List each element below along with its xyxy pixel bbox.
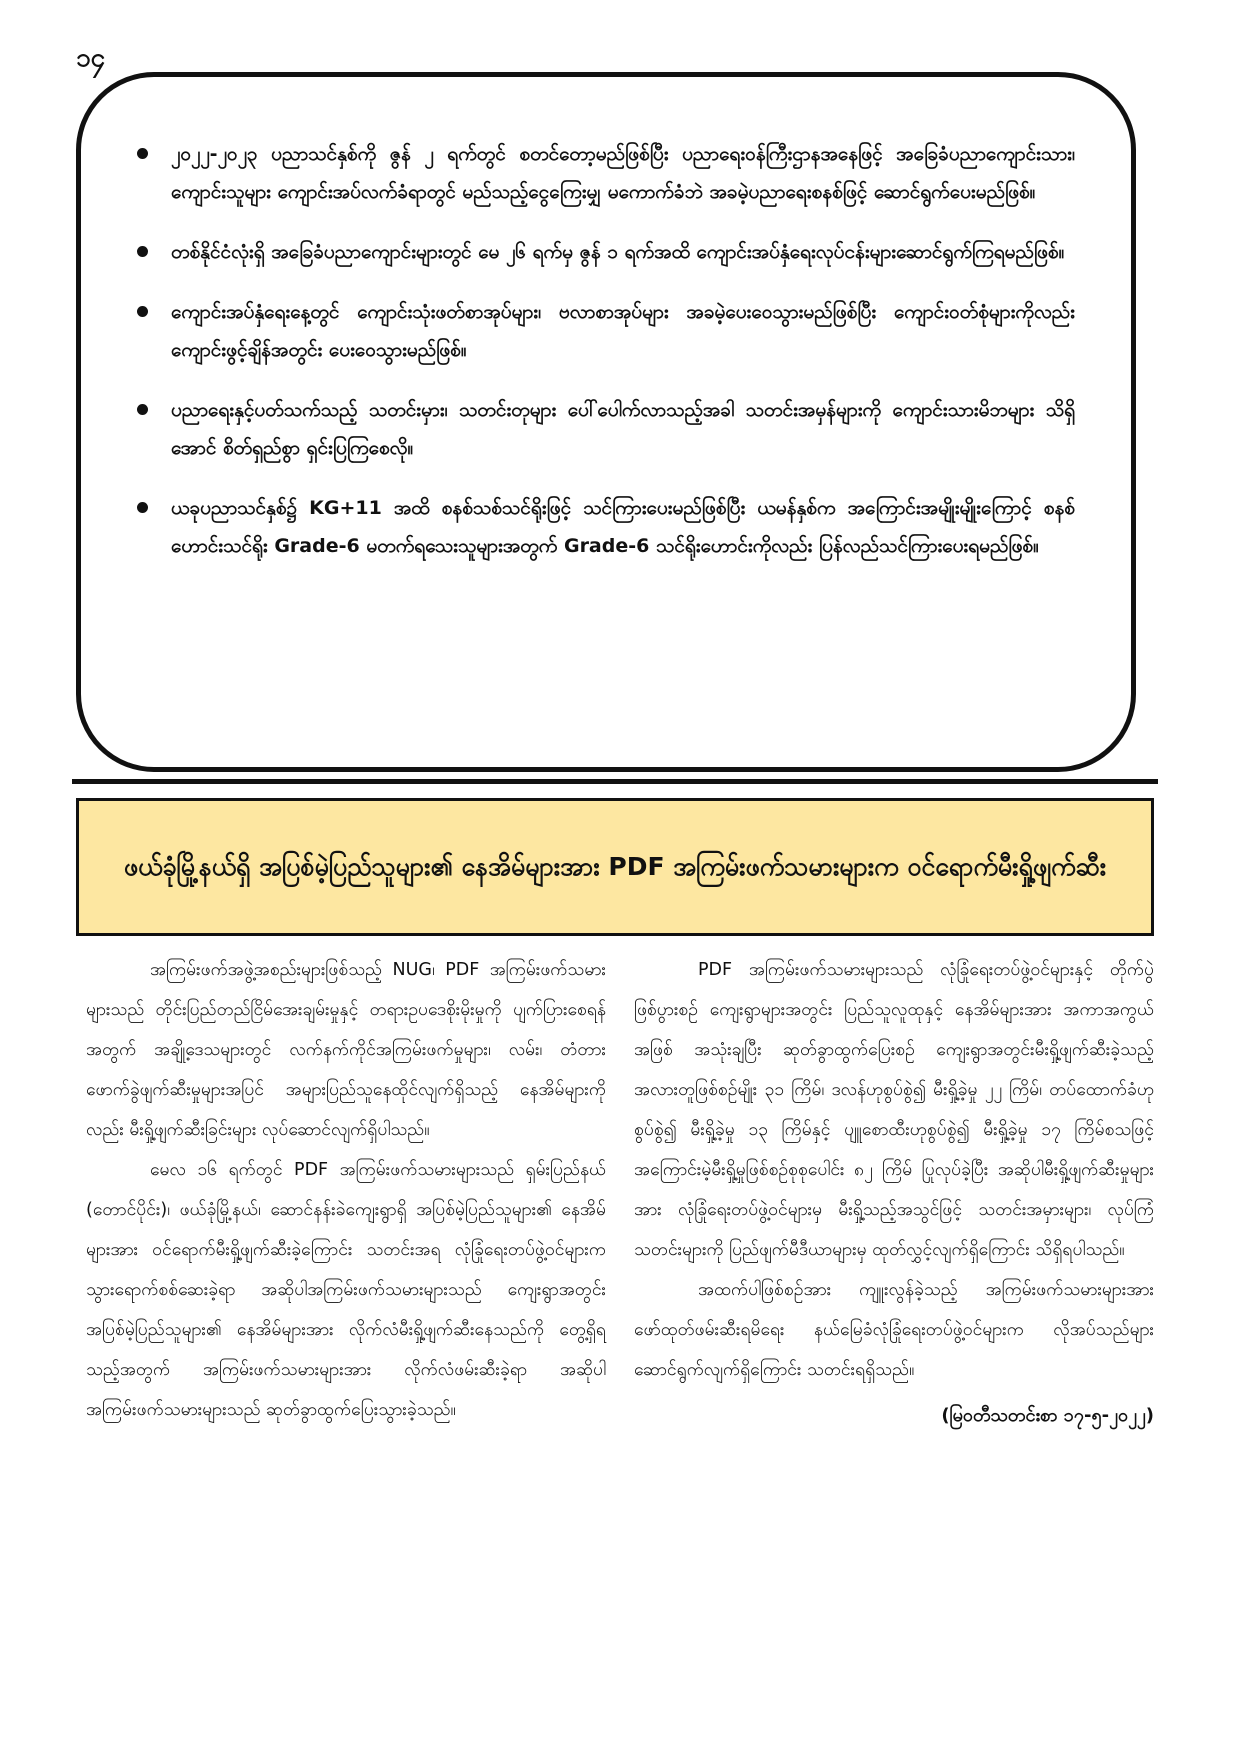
article-source: (မြဝတီသတင်းစာ ၁၇-၅-၂၀၂၂) [941, 1405, 1154, 1426]
bullet-list [137, 135, 1075, 565]
bullet-dot-icon [137, 306, 148, 317]
bullet-text: တစ်နိုင်ငံလုံးရှိ အခြေခံပညာကျောင်းများတွင် မေ ၂၆ ရက်မှ ဇွန် ၁ ရက်အထိ ကျောင်းအပ်နှံရေးလုပ်ငန်းများဆောင်ရွက်ကြရမည်ဖြစ်။ [171, 241, 1065, 263]
bullet-text: ယခုပညာသင်နှစ်၌ KG+11 အထိ စနစ်သစ်သင်ရိုးဖြင့် သင်ကြားပေးမည်ဖြစ်ပြီး ယမန်နှစ်က အကြောင်းအမျိုးမျိုးကြောင့် စနစ်ဟောင်းသင်ရိုး Grade-6 မတက်ရသေးသူများအတွက် Grade-6 သင်ရိုးဟောင်းကိုလည်း ပြန်လည်သင်ကြားပေးရမည်ဖြစ်။ [171, 497, 1075, 557]
bullet-item [137, 293, 1075, 369]
headline-box [76, 798, 1154, 936]
left-column [86, 950, 606, 1436]
article-paragraph: အထက်ပါဖြစ်စဉ်အား ကျူးလွန်ခဲ့သည့် အကြမ်းဖက်သမားများအား ဖော်ထုတ်ဖမ်းဆီးရမိရေး နယ်မြေခံလုံခြုံရေးတပ်ဖွဲ့ဝင်များက လိုအပ်သည်များ ဆောင်ရွက်လျက်ရှိကြောင်း သတင်းရရှိသည်။ [634, 1280, 1154, 1380]
bullet-text: ၂၀၂၂-၂၀၂၃ ပညာသင်နှစ်ကို ဇွန် ၂ ရက်တွင် စတင်တော့မည်ဖြစ်ပြီး ပညာရေးဝန်ကြီးဌာနအနေဖြင့် အခြေခံပညာကျောင်းသား၊ ကျောင်းသူများ ကျောင်းအပ်လက်ခံရာတွင် မည်သည့်ငွေကြေးမျှ မကောက်ခံဘဲ အခမဲ့ပညာရေးစနစ်ဖြင့် ဆောင်ရွက်ပေးမည်ဖြစ်။ [171, 143, 1075, 203]
article-headline: ဖယ်ခုံမြို့နယ်ရှိ အပြစ်မဲ့ပြည်သူများ၏ နေအိမ်များအား PDF အကြမ်းဖက်သမားများက ဝင်ရောက်မီးရှို့ဖျက်ဆီး [123, 852, 1107, 881]
article-body [86, 950, 1154, 1436]
notice-box [76, 72, 1136, 772]
right-column [634, 950, 1154, 1436]
article-paragraph: အကြမ်းဖက်အဖွဲ့အစည်းများဖြစ်သည့် NUG၊ PDF အကြမ်းဖက်သမားများသည် တိုင်းပြည်တည်ငြိမ်အေးချမ်းမှုနှင့် တရားဥပဒေစိုးမိုးမှုကို ပျက်ပြားစေရန်အတွက် အချို့ဒေသများတွင် လက်နက်ကိုင်အကြမ်းဖက်မှုများ၊ လမ်း၊ တံတား ဖောက်ခွဲဖျက်ဆီးမှုများအပြင် အများပြည်သူနေထိုင်လျက်ရှိသည့် နေအိမ်များကိုလည်း မီးရှို့ဖျက်ဆီးခြင်းများ လုပ်ဆောင်လျက်ရှိပါသည်။ [86, 960, 606, 1140]
bullet-text: ကျောင်းအပ်နှံရေးနေ့တွင် ကျောင်းသုံးဖတ်စာအုပ်များ၊ ဗလာစာအုပ်များ အခမဲ့ပေးဝေသွားမည်ဖြစ်ပြီး ကျောင်းဝတ်စုံများကိုလည်း ကျောင်းဖွင့်ချိန်အတွင်း ပေးဝေသွားမည်ဖြစ်။ [171, 301, 1075, 361]
bullet-dot-icon [137, 246, 148, 257]
bullet-dot-icon [137, 502, 148, 513]
section-divider [72, 779, 1158, 784]
bullet-text: ပညာရေးနှင့်ပတ်သက်သည့် သတင်းမှား၊ သတင်းတုများ ပေါ်ပေါက်လာသည့်အခါ သတင်းအမှန်များကို ကျောင်းသားမိဘများ သိရှိအောင် စိတ်ရှည်စွာ ရှင်းပြကြစေလို။ [171, 399, 1075, 459]
page-number: ၁၄ [76, 43, 106, 73]
bullet-dot-icon [137, 148, 148, 159]
bullet-item [137, 489, 1075, 565]
article-paragraph: PDF အကြမ်းဖက်သမားများသည် လုံခြုံရေးတပ်ဖွဲ့ဝင်များနှင့် တိုက်ပွဲဖြစ်ပွားစဉ် ကျေးရွာများအတွင်း ပြည်သူလူထုနှင့် နေအိမ်များအား အကာအကွယ်အဖြစ် အသုံးချပြီး ဆုတ်ခွာထွက်ပြေးစဉ် ကျေးရွာအတွင်းမီးရှို့ဖျက်ဆီးခဲ့သည့် အလားတူဖြစ်စဉ်မျိုး ၃၁ ကြိမ်၊ ဒလန်ဟုစွပ်စွဲ၍ မီးရှို့ခဲ့မှု ၂၂ ကြိမ်၊ တပ်ထောက်ခံဟုစွပ်စွဲ၍ မီးရှို့ခဲ့မှု ၁၃ ကြိမ်နှင့် ပျူစောထီးဟုစွပ်စွဲ၍ မီးရှို့ခဲ့မှု ၁၇ ကြိမ်စသဖြင့် အကြောင်းမဲ့မီးရှို့မှုဖြစ်စဉ်စုစုပေါင်း ၈၂ ကြိမ် ပြုလုပ်ခဲ့ပြီး အဆိုပါမီးရှို့ဖျက်ဆီးမှုများအား လုံခြုံရေးတပ်ဖွဲ့ဝင်များမှ မီးရှို့သည့်အသွင်ဖြင့် သတင်းအမှားများ၊ လုပ်ကြံသတင်းများကို ပြည်ဖျက်မီဒီယာများမှ ထုတ်လွှင့်လျက်ရှိကြောင်း သိရှိရပါသည်။ [634, 960, 1154, 1260]
bullet-item [137, 233, 1075, 271]
article-paragraph: မေလ ၁၆ ရက်တွင် PDF အကြမ်းဖက်သမားများသည် ရှမ်းပြည်နယ် (တောင်ပိုင်း)၊ ဖယ်ခုံမြို့နယ်၊ ဆောင်နန်းခဲကျေးရွာရှိ အပြစ်မဲ့ပြည်သူများ၏ နေအိမ်များအား ဝင်ရောက်မီးရှို့ဖျက်ဆီးခဲ့ကြောင်း သတင်းအရ လုံခြုံရေးတပ်ဖွဲ့ဝင်များက သွားရောက်စစ်ဆေးခဲ့ရာ အဆိုပါအကြမ်းဖက်သမားများသည် ကျေးရွာအတွင်း အပြစ်မဲ့ပြည်သူများ၏ နေအိမ်များအား လိုက်လံမီးရှို့ဖျက်ဆီးနေသည်ကို တွေ့ရှိရသည့်အတွက် အကြမ်းဖက်သမားများအား လိုက်လံဖမ်းဆီးခဲ့ရာ အဆိုပါအကြမ်းဖက်သမားများသည် ဆုတ်ခွာထွက်ပြေးသွားခဲ့သည်။ [86, 1160, 606, 1420]
bullet-item [137, 391, 1075, 467]
bullet-item [137, 135, 1075, 211]
bullet-dot-icon [137, 404, 148, 415]
